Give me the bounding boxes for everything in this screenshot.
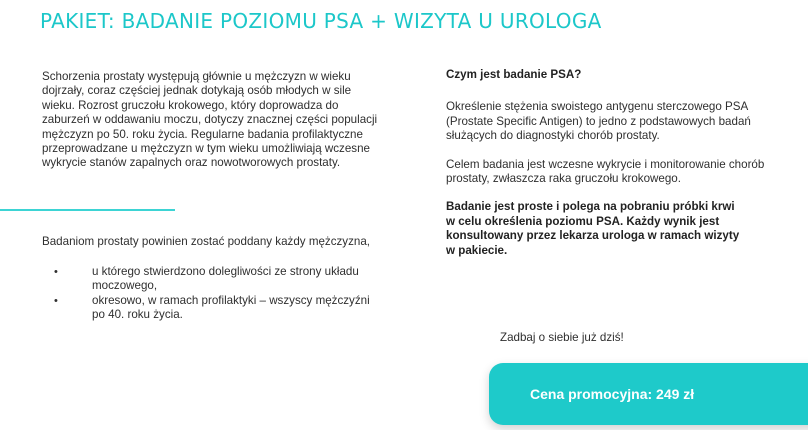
psa-procedure-paragraph: Badanie jest proste i polega na pobraniu próbki krwi w celu określenia poziomu PSA. Każdy wynik jest konsultowany przez lekarza urologa w ramach wizyty w pakiecie. xyxy=(446,200,740,257)
indication-list xyxy=(54,265,384,323)
psa-purpose-paragraph: Celem badania jest wczesne wykrycie i monitorowanie chorób prostaty, zwłaszcza raka gruczołu krokowego. xyxy=(446,157,765,186)
promo-price-label: Cena promocyjna: 249 zł xyxy=(530,386,695,402)
list-item xyxy=(54,265,384,294)
list-item xyxy=(54,294,384,323)
psa-heading: Czym jest badanie PSA? xyxy=(446,68,582,81)
list-item-text: okresowo, w ramach profilaktyki – wszyscy mężczyźni po 40. roku życia. xyxy=(92,293,370,322)
list-item-text: u którego stwierdzono dolegliwości ze strony układu moczowego, xyxy=(92,265,359,293)
bullet-icon: • xyxy=(54,294,58,307)
bullet-icon: • xyxy=(54,266,58,278)
section-divider xyxy=(0,209,175,211)
promo-price-button[interactable] xyxy=(489,363,808,425)
closing-text: Zadbaj o siebie już dziś! xyxy=(500,331,624,344)
psa-definition-paragraph: Określenie stężenia swoistego antygenu sterczowego PSA (Prostate Specific Antigen) to jedno z podstawowych badań służących do diagnostyki chorób prostaty. xyxy=(446,100,751,143)
psa-info-column xyxy=(446,68,766,258)
page-title: PAKIET: BADANIE POZIOMU PSA + WIZYTA U UROLOGA xyxy=(40,9,602,33)
who-should-test-paragraph: Badaniom prostaty powinien zostać poddany każdy mężczyzna, xyxy=(42,235,371,248)
intro-paragraph: Schorzenia prostaty występują głównie u mężczyzn w wieku dojrzały, coraz częściej jednak dotykają osób młodych w sile wieku. Rozrost gruczołu krokowego, który doprowadza do zaburzeń w oddawaniu moczu, dotyczy znacznej części populacji mężczyzn po 50. roku życia. Regularne badania profilaktyczne przeprowadzane u mężczyzn w tym wieku umożliwiają wczesne wykrycie stanów zapalnych oraz nowotworowych prostaty. xyxy=(42,70,378,170)
